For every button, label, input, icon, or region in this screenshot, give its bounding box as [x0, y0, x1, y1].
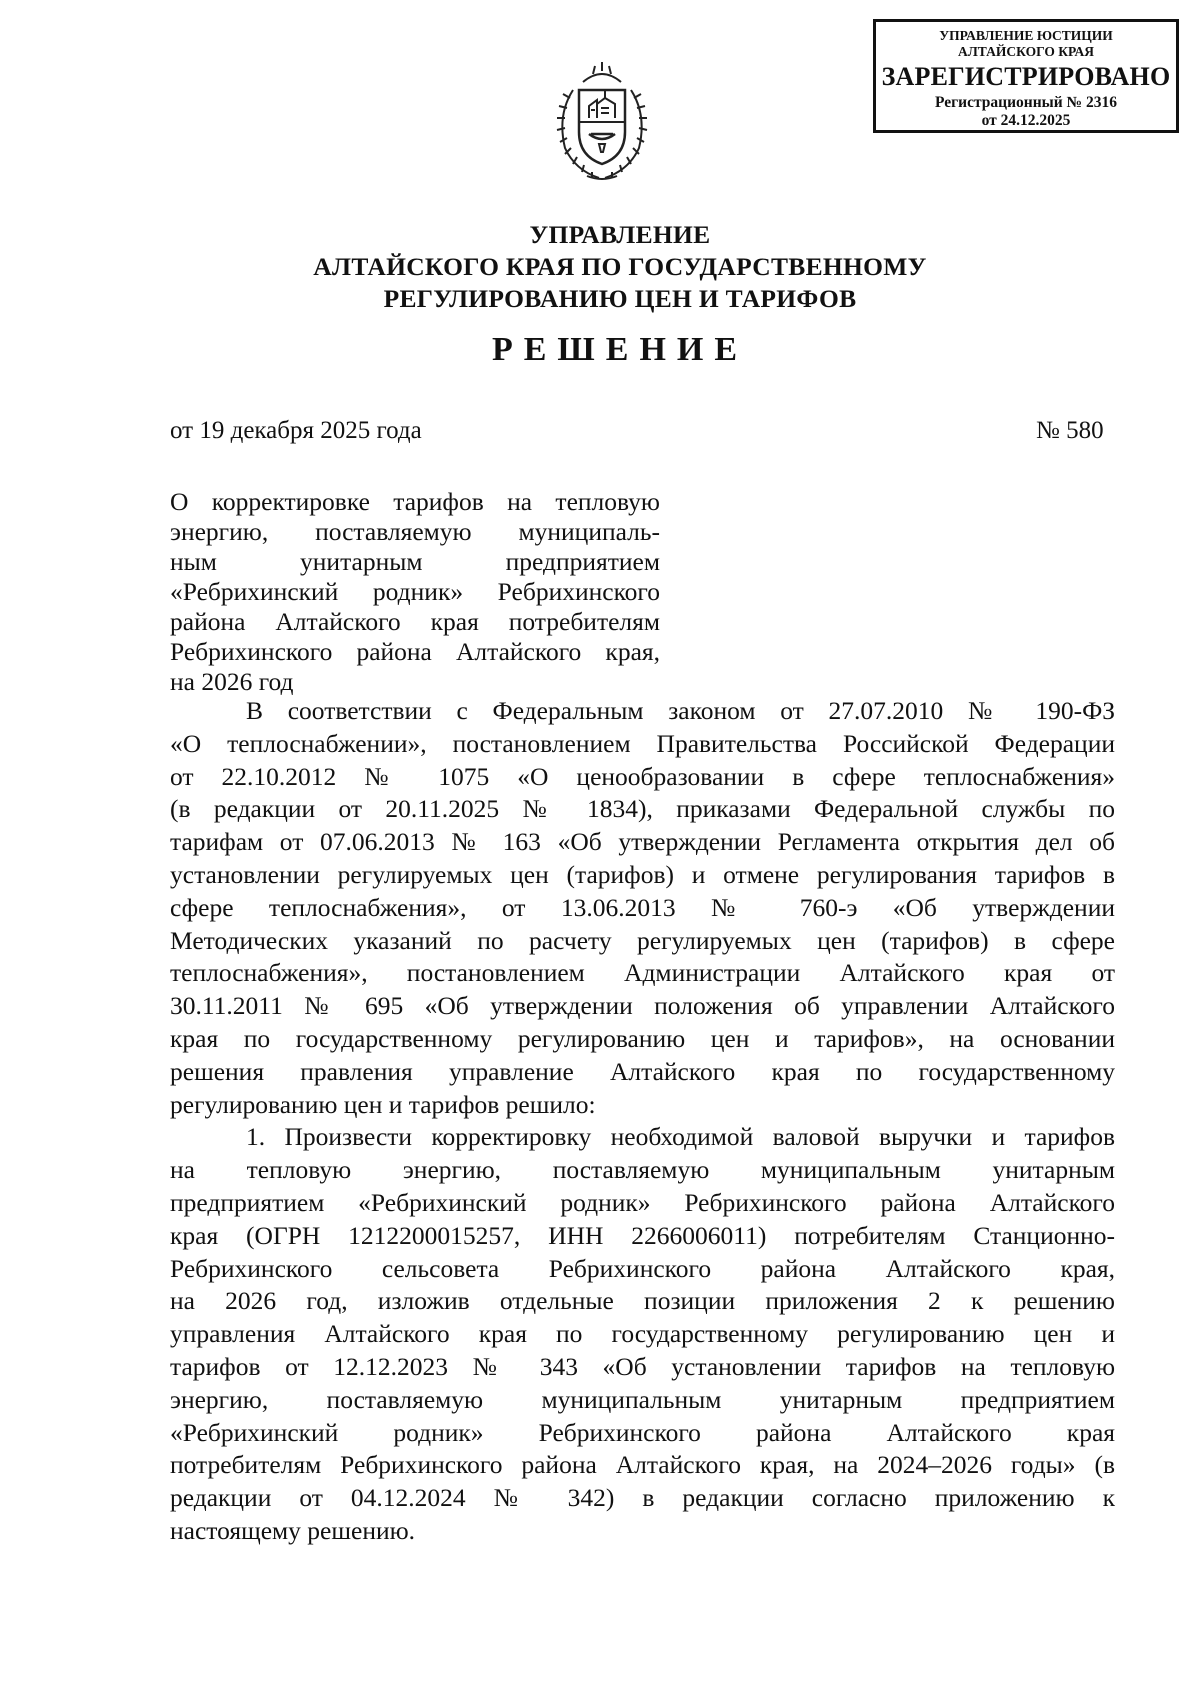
preamble-line: установлении регулируемых цен (тарифов) и отмене регулирования тарифов в: [170, 859, 1115, 889]
item-1-line: управления Алтайского края по государственному регулированию цен и: [170, 1319, 1115, 1349]
item-1-line: настоящему решению.: [170, 1515, 416, 1545]
item-1-line: предприятием «Ребрихинский родник» Ребрихинского района Алтайского: [170, 1187, 1115, 1217]
item-1-line: на 2026 год, изложив отдельные позиции приложения 2 к решению: [170, 1286, 1115, 1316]
preamble-paragraph: [170, 695, 1115, 1121]
preamble-line: В соответствии с Федеральным законом от 27.07.2010 № 190-ФЗ: [246, 696, 1115, 725]
item-1-line: тарифов от 12.12.2023 № 343 «Об установлении тарифов на тепловую: [170, 1351, 1115, 1381]
registration-stamp: [873, 19, 1179, 133]
stamp-line-1: УПРАВЛЕНИЕ ЮСТИЦИИ: [939, 28, 1113, 43]
org-line-3: РЕГУЛИРОВАНИЮ ЦЕН И ТАРИФОВ: [383, 284, 857, 313]
coat-of-arms-emblem: [543, 60, 661, 186]
subject-line: на 2026 год: [170, 667, 294, 696]
item-1-line: Ребрихинского сельсовета Ребрихинского района Алтайского края,: [170, 1253, 1115, 1283]
subject-line: «Ребрихинский родник» Ребрихинского: [170, 577, 660, 606]
item-1-line: редакции от 04.12.2024 № 342) в редакции согласно приложению к: [170, 1483, 1115, 1513]
preamble-line: Методических указаний по расчету регулируемых цен (тарифов) в сфере: [170, 925, 1115, 955]
document-type-title: РЕШЕНИЕ: [491, 331, 749, 368]
item-1-line: края (ОГРН 1212200015257, ИНН 2266006011) потребителям Станционно-: [170, 1220, 1115, 1250]
preamble-line: края по государственному регулированию цен и тарифов», на основании: [170, 1023, 1115, 1053]
preamble-line: 30.11.2011 № 695 «Об утверждении положения об управлении Алтайского: [170, 991, 1115, 1021]
subject-line: энергию, поставляемую муниципаль-: [170, 517, 660, 546]
stamp-line-2: АЛТАЙСКОГО КРАЯ: [957, 43, 1095, 59]
preamble-line: регулированию цен и тарифов решило:: [170, 1089, 596, 1119]
preamble-line: тарифам от 07.06.2013 № 163 «Об утверждении Регламента открытия дел об: [170, 827, 1115, 857]
stamp-reg-number: Регистрационный № 2316: [935, 93, 1117, 111]
org-line-1: УПРАВЛЕНИЕ: [529, 220, 711, 249]
stamp-reg-date: от 24.12.2025: [981, 111, 1071, 129]
preamble-line: решения правления управление Алтайского края по государственному: [170, 1056, 1115, 1086]
item-1-paragraph: [170, 1121, 1115, 1547]
preamble-line: (в редакции от 20.11.2025 № 1834), приказами Федеральной службы по: [170, 794, 1115, 824]
subject-line: ным унитарным предприятием: [170, 547, 660, 576]
org-line-2: АЛТАЙСКОГО КРАЯ ПО ГОСУДАРСТВЕННОМУ: [313, 252, 927, 281]
subject-line: О корректировке тарифов на тепловую: [170, 487, 660, 516]
organization-heading: [0, 219, 1200, 315]
preamble-line: сфере теплоснабжения», от 13.06.2013 № 760-э «Об утверждении: [170, 892, 1115, 922]
subject-line: района Алтайского края потребителям: [170, 607, 660, 636]
item-1-line: 1. Произвести корректировку необходимой валовой выручки и тарифов: [246, 1122, 1115, 1152]
preamble-line: от 22.10.2012 № 1075 «О ценообразовании в сфере теплоснабжения»: [170, 761, 1115, 791]
subject-block: [170, 487, 660, 697]
preamble-line: «О теплоснабжении», постановлением Правительства Российской Федерации: [170, 728, 1115, 758]
item-1-line: на тепловую энергию, поставляемую муниципальным унитарным: [170, 1155, 1115, 1185]
document-body: [170, 695, 1115, 1548]
document-date: от 19 декабря 2025 года: [170, 417, 422, 444]
document-number: № 580: [1036, 417, 1104, 444]
item-1-line: «Ребрихинский родник» Ребрихинского района Алтайского края: [170, 1417, 1115, 1447]
subject-line: Ребрихинского района Алтайского края,: [170, 637, 660, 666]
preamble-line: теплоснабжения», постановлением Администрации Алтайского края от: [170, 958, 1115, 988]
item-1-line: потребителям Ребрихинского района Алтайского края, на 2024–2026 годы» (в: [170, 1450, 1115, 1480]
stamp-title: ЗАРЕГИСТРИРОВАНО: [881, 62, 1171, 92]
item-1-line: энергию, поставляемую муниципальным унитарным предприятием: [170, 1384, 1115, 1414]
